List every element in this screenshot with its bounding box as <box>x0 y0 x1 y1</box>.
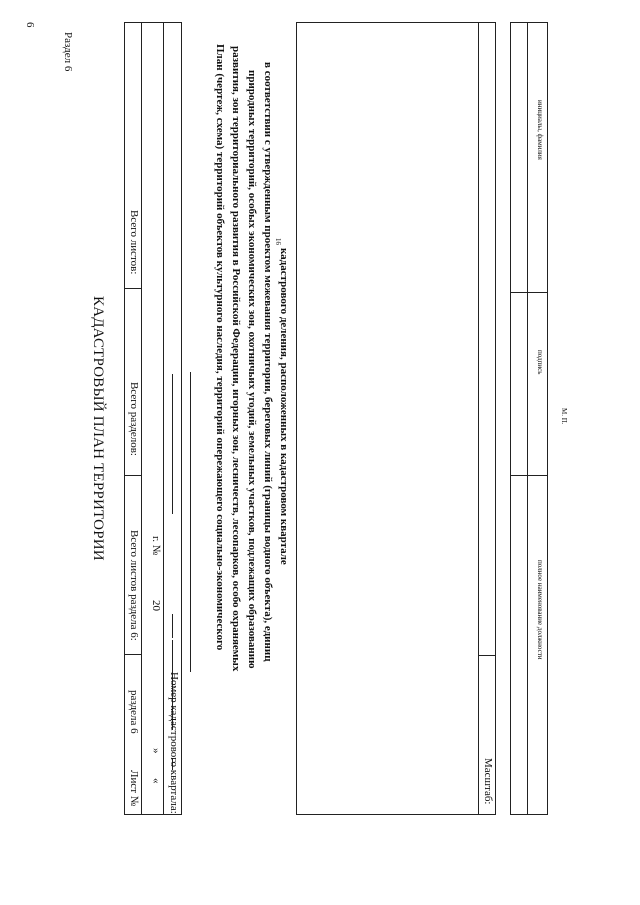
section-label: Раздел 6 <box>62 32 74 72</box>
total-sheets-label: Всего листов: <box>128 210 140 275</box>
quarter-label: Номер кадастрового квартала: <box>168 672 180 814</box>
section-no-label: раздела 6 <box>128 690 140 734</box>
quote-close: » <box>150 748 162 754</box>
quarter-line <box>190 372 191 672</box>
page-number: 6 <box>24 22 36 28</box>
scale-label: Масштаб: <box>482 758 494 805</box>
plan-description-line-4: в соответствии с утвержденным проектом межевания территории, береговых линий (границы водного объекта), единиц <box>262 62 274 662</box>
quote-open: « <box>150 778 162 784</box>
plan-description-line-2: развития, зон территориального развития в Российской Федерации, игорных зон, лесничеств, лесопарков, особо охраняемых <box>230 46 242 672</box>
position-caption: полное наименование должности <box>536 560 544 660</box>
total-sections-label: Всего разделов: <box>128 382 140 456</box>
name-caption: инициалы, фамилия <box>536 100 544 160</box>
sheet-no-label: Лист № <box>128 770 140 807</box>
plan-description-line-1: План (чертеж, схема) территорий объектов культурного наследия, территорий опережающего социально-экономического <box>214 44 226 651</box>
plan-description-line-3: природных территорий, особых экономических зон, охотничьих угодий, земельных участков, подлежащих образованию <box>246 70 258 669</box>
stamp-caption: М. П. <box>560 408 568 425</box>
year-prefix: 20 <box>150 600 162 611</box>
signature-caption: подпись <box>536 350 544 375</box>
number-line <box>172 374 173 514</box>
plan-drawing-area <box>296 22 496 815</box>
year-suffix: г. № <box>150 536 162 556</box>
form-title: КАДАСТРОВЫЙ ПЛАН ТЕРРИТОРИИ <box>90 296 106 561</box>
sheets-in-section-label: Всего листов раздела 6: <box>128 530 140 641</box>
footnote-mark: 16 <box>274 238 282 245</box>
plan-description-line-5: кадастрового деления, расположенных в кадастровом квартале <box>278 248 290 565</box>
